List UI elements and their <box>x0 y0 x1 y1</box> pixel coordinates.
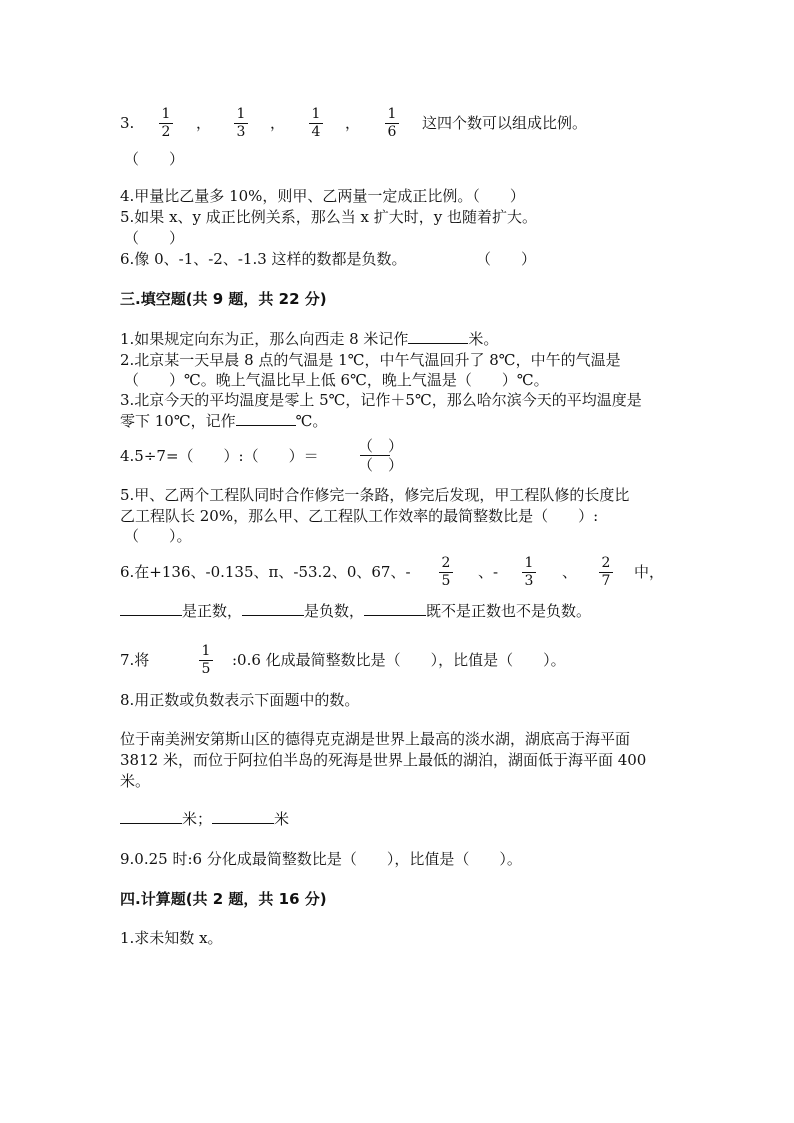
answer-paren[interactable]: （ ） <box>124 229 185 247</box>
fill-q8-para3: 米。 <box>120 772 151 790</box>
section-title-calculation: 四.计算题(共 2 题，共 16 分) <box>120 890 327 908</box>
q3-statement: 这四个数可以组成比例。 <box>422 114 588 132</box>
fill-q5-line2: 乙工程队长 20%，那么甲、乙工程队工作效率的最简整数比是（ ）: <box>120 507 599 525</box>
fill-q8: 8.用正数或负数表示下面题中的数。 <box>120 691 360 709</box>
fill-q5-line1: 5.甲、乙两个工程队同时合作修完一条路，修完后发现，甲工程队修的长度比 <box>120 486 630 504</box>
fraction-1-6: 1 6 <box>384 106 400 141</box>
answer-blank[interactable] <box>236 411 296 426</box>
answer-blank[interactable] <box>212 809 274 824</box>
separator: ， <box>345 114 361 132</box>
fill-q6-lead: 6.在+136、-0.135、π、-53.2、0、67、- <box>120 563 411 581</box>
fill-q8-para2: 3812 米，而位于阿拉伯半岛的死海是世界上最低的湖泊，湖面低于海平面 400 <box>120 751 647 769</box>
fraction-1-5: 1 5 <box>198 643 214 678</box>
fill-q6-tail: 中， <box>634 563 665 581</box>
answer-blank[interactable] <box>120 601 182 616</box>
fill-q5-line3: （ ）。 <box>124 527 192 545</box>
fill-q8-answers: 米； 米 <box>120 809 289 829</box>
q6-text: 6.像 0、-1、-2、-1.3 这样的数都是负数。 <box>120 250 407 268</box>
answer-blank[interactable] <box>120 809 182 824</box>
fill-q2-line2: （ ）℃。晚上气温比早上低 6℃，晚上气温是（ ）℃。 <box>124 371 549 389</box>
answer-blank[interactable] <box>364 601 426 616</box>
fill-q6-line2: 是正数， 是负数， 既不是正数也不是负数。 <box>120 601 591 621</box>
separator: ， <box>270 114 286 132</box>
answer-blank[interactable] <box>242 601 304 616</box>
fraction-1-3: 1 3 <box>233 106 249 141</box>
fraction-2-5: 2 5 <box>438 555 454 590</box>
fill-q9: 9.0.25 时:6 分化成最简整数比是（ ），比值是（ ）。 <box>120 850 522 868</box>
fill-q7-lead: 7.将 <box>120 651 150 669</box>
separator: 、- <box>478 563 499 581</box>
q5-text: 5.如果 x、y 成正比例关系，那么当 x 扩大时，y 也随着扩大。 <box>120 208 538 226</box>
q4-text: 4.甲量比乙量多 10%，则甲、乙两量一定成正比例。（ ） <box>120 187 525 205</box>
answer-paren[interactable]: （ ） <box>124 150 185 168</box>
calc-q1: 1.求未知数 x。 <box>120 929 223 947</box>
fraction-1-2: 1 2 <box>158 106 174 141</box>
fill-q1: 1.如果规定向东为正，那么向西走 8 米记作 米。 <box>120 330 499 348</box>
fill-q7-tail: :0.6 化成最简整数比是（ ），比值是（ ）。 <box>232 651 566 669</box>
separator: ， <box>196 114 212 132</box>
q3-number: 3. <box>120 114 135 132</box>
paren-fraction[interactable]: （ ） （ ） <box>358 437 404 474</box>
separator: 、 <box>562 563 578 581</box>
fraction-1-3: 1 3 <box>521 555 537 590</box>
answer-paren[interactable]: （ ） <box>476 250 537 268</box>
fraction-2-7: 2 7 <box>598 555 614 590</box>
fill-q3-line1: 3.北京今天的平均温度是零上 5℃，记作＋5℃，那么哈尔滨今天的平均温度是 <box>120 391 642 409</box>
answer-blank[interactable] <box>408 329 468 344</box>
fraction-1-4: 1 4 <box>308 106 324 141</box>
fill-q8-para1: 位于南美洲安第斯山区的德得克克湖是世界上最高的淡水湖，湖底高于海平面 <box>120 730 631 748</box>
section-title-fill-in: 三.填空题(共 9 题，共 22 分) <box>120 290 327 308</box>
fill-q2-line1: 2.北京某一天早晨 8 点的气温是 1℃，中午气温回升了 8℃，中午的气温是 <box>120 351 621 369</box>
fill-q4: 4.5÷7=（ ）:（ ）＝ <box>120 447 319 465</box>
fill-q3-line2: 零下 10℃，记作 ℃。 <box>120 412 328 430</box>
